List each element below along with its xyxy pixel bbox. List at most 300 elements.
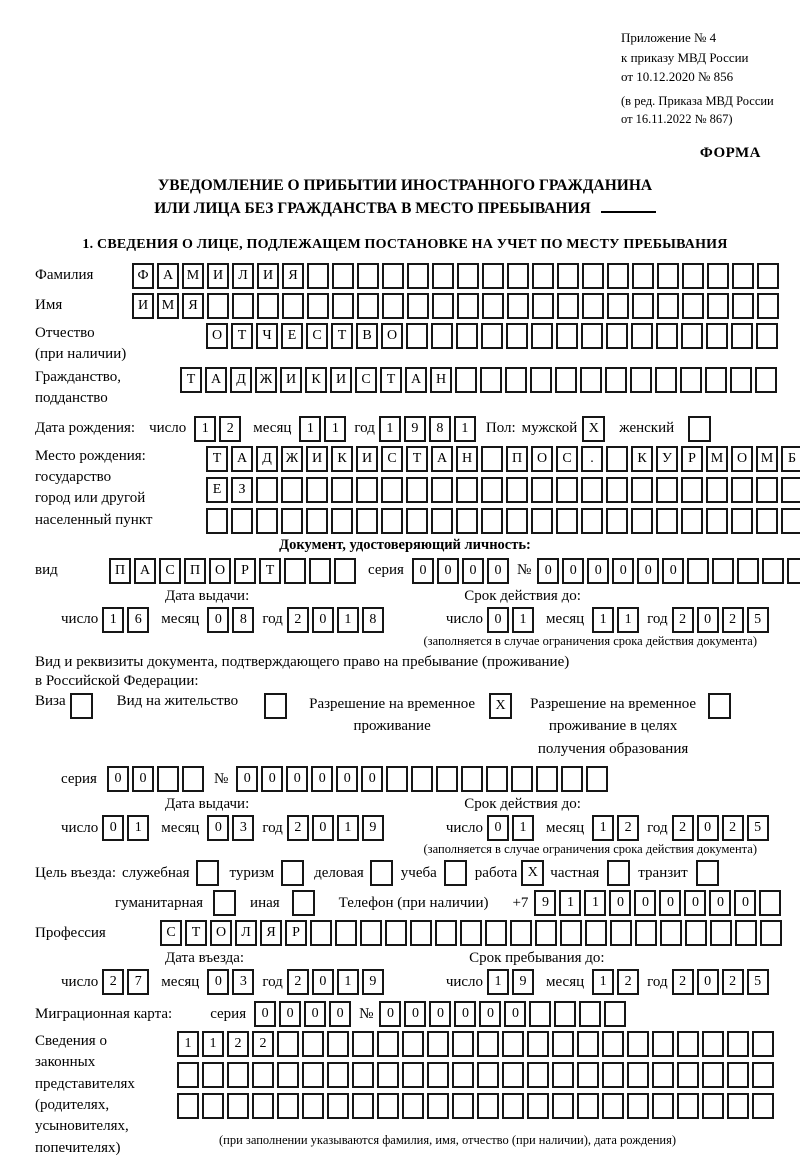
char-cell[interactable] bbox=[332, 263, 354, 289]
char-cell[interactable]: 1 bbox=[592, 969, 614, 995]
char-cell[interactable] bbox=[581, 508, 603, 534]
char-cell[interactable]: 2 bbox=[617, 969, 639, 995]
char-cell[interactable]: Т bbox=[406, 446, 428, 472]
char-cell[interactable] bbox=[381, 477, 403, 503]
char-cell[interactable]: 0 bbox=[312, 969, 334, 995]
char-cell[interactable]: 0 bbox=[404, 1001, 426, 1027]
char-cell[interactable]: Д bbox=[256, 446, 278, 472]
char-cell[interactable] bbox=[579, 1001, 601, 1027]
char-cell[interactable]: 0 bbox=[312, 815, 334, 841]
char-cell[interactable] bbox=[702, 1093, 724, 1119]
char-cell[interactable] bbox=[302, 1062, 324, 1088]
char-cell[interactable]: М bbox=[182, 263, 204, 289]
char-cell[interactable]: 1 bbox=[324, 416, 346, 442]
char-cell[interactable] bbox=[306, 508, 328, 534]
char-cell[interactable]: 1 bbox=[202, 1031, 224, 1057]
char-cell[interactable] bbox=[536, 766, 558, 792]
char-cell[interactable]: 1 bbox=[487, 969, 509, 995]
char-cell[interactable] bbox=[334, 558, 356, 584]
char-cell[interactable]: 0 bbox=[487, 815, 509, 841]
char-cell[interactable]: 0 bbox=[479, 1001, 501, 1027]
char-cell[interactable] bbox=[535, 920, 557, 946]
char-cell[interactable]: А bbox=[431, 446, 453, 472]
char-cell[interactable]: 2 bbox=[672, 969, 694, 995]
char-cell[interactable]: 0 bbox=[684, 890, 706, 916]
char-cell[interactable] bbox=[531, 323, 553, 349]
char-cell[interactable]: 7 bbox=[127, 969, 149, 995]
char-cell[interactable] bbox=[582, 293, 604, 319]
char-cell[interactable] bbox=[477, 1031, 499, 1057]
char-cell[interactable] bbox=[431, 508, 453, 534]
char-cell[interactable] bbox=[737, 558, 759, 584]
char-cell[interactable] bbox=[406, 477, 428, 503]
char-cell[interactable]: 1 bbox=[194, 416, 216, 442]
char-cell[interactable] bbox=[432, 263, 454, 289]
char-cell[interactable] bbox=[386, 766, 408, 792]
sex-male-checkbox[interactable]: X bbox=[582, 416, 605, 442]
char-cell[interactable] bbox=[677, 1031, 699, 1057]
char-cell[interactable] bbox=[256, 508, 278, 534]
char-cell[interactable] bbox=[752, 1031, 774, 1057]
char-cell[interactable] bbox=[556, 508, 578, 534]
char-cell[interactable]: К bbox=[331, 446, 353, 472]
char-cell[interactable] bbox=[527, 1031, 549, 1057]
char-cell[interactable]: 0 bbox=[412, 558, 434, 584]
char-cell[interactable] bbox=[561, 766, 583, 792]
char-cell[interactable]: 1 bbox=[512, 607, 534, 633]
char-cell[interactable] bbox=[529, 1001, 551, 1027]
char-cell[interactable]: О bbox=[209, 558, 231, 584]
char-cell[interactable] bbox=[631, 477, 653, 503]
char-cell[interactable] bbox=[207, 293, 229, 319]
char-cell[interactable] bbox=[557, 263, 579, 289]
char-cell[interactable]: 3 bbox=[232, 969, 254, 995]
char-cell[interactable] bbox=[552, 1093, 574, 1119]
char-cell[interactable] bbox=[356, 508, 378, 534]
char-cell[interactable]: 0 bbox=[207, 815, 229, 841]
char-cell[interactable] bbox=[157, 766, 179, 792]
char-cell[interactable] bbox=[627, 1062, 649, 1088]
char-cell[interactable] bbox=[632, 263, 654, 289]
char-cell[interactable] bbox=[352, 1062, 374, 1088]
purpose-other-checkbox[interactable] bbox=[292, 890, 315, 916]
char-cell[interactable]: 1 bbox=[337, 969, 359, 995]
char-cell[interactable] bbox=[427, 1031, 449, 1057]
char-cell[interactable]: 9 bbox=[534, 890, 556, 916]
char-cell[interactable] bbox=[660, 920, 682, 946]
char-cell[interactable]: 0 bbox=[329, 1001, 351, 1027]
char-cell[interactable]: С bbox=[160, 920, 182, 946]
char-cell[interactable]: 2 bbox=[287, 815, 309, 841]
char-cell[interactable] bbox=[657, 263, 679, 289]
char-cell[interactable] bbox=[377, 1093, 399, 1119]
char-cell[interactable] bbox=[277, 1062, 299, 1088]
char-cell[interactable] bbox=[627, 1093, 649, 1119]
char-cell[interactable] bbox=[486, 766, 508, 792]
char-cell[interactable]: 1 bbox=[337, 815, 359, 841]
char-cell[interactable]: 6 bbox=[127, 607, 149, 633]
char-cell[interactable] bbox=[706, 477, 728, 503]
char-cell[interactable] bbox=[552, 1062, 574, 1088]
char-cell[interactable]: 2 bbox=[722, 607, 744, 633]
char-cell[interactable] bbox=[506, 477, 528, 503]
char-cell[interactable]: 0 bbox=[361, 766, 383, 792]
char-cell[interactable]: 2 bbox=[252, 1031, 274, 1057]
char-cell[interactable]: А bbox=[231, 446, 253, 472]
char-cell[interactable] bbox=[206, 508, 228, 534]
char-cell[interactable]: Ж bbox=[255, 367, 277, 393]
char-cell[interactable] bbox=[702, 1031, 724, 1057]
char-cell[interactable]: П bbox=[506, 446, 528, 472]
char-cell[interactable] bbox=[585, 920, 607, 946]
char-cell[interactable]: 2 bbox=[287, 969, 309, 995]
char-cell[interactable] bbox=[687, 558, 709, 584]
char-cell[interactable] bbox=[706, 323, 728, 349]
char-cell[interactable] bbox=[602, 1093, 624, 1119]
char-cell[interactable] bbox=[357, 263, 379, 289]
char-cell[interactable] bbox=[282, 293, 304, 319]
char-cell[interactable]: 0 bbox=[279, 1001, 301, 1027]
char-cell[interactable]: 2 bbox=[287, 607, 309, 633]
char-cell[interactable] bbox=[452, 1093, 474, 1119]
char-cell[interactable]: 2 bbox=[617, 815, 639, 841]
char-cell[interactable] bbox=[735, 920, 757, 946]
char-cell[interactable]: 0 bbox=[504, 1001, 526, 1027]
char-cell[interactable] bbox=[277, 1093, 299, 1119]
char-cell[interactable]: Б bbox=[781, 446, 800, 472]
char-cell[interactable] bbox=[577, 1031, 599, 1057]
char-cell[interactable]: 5 bbox=[747, 607, 769, 633]
char-cell[interactable] bbox=[457, 263, 479, 289]
char-cell[interactable] bbox=[655, 367, 677, 393]
char-cell[interactable] bbox=[727, 1093, 749, 1119]
char-cell[interactable] bbox=[682, 293, 704, 319]
char-cell[interactable] bbox=[731, 508, 753, 534]
char-cell[interactable]: 0 bbox=[587, 558, 609, 584]
char-cell[interactable] bbox=[505, 367, 527, 393]
char-cell[interactable]: Е bbox=[281, 323, 303, 349]
char-cell[interactable] bbox=[281, 477, 303, 503]
char-cell[interactable]: 0 bbox=[311, 766, 333, 792]
char-cell[interactable] bbox=[507, 263, 529, 289]
char-cell[interactable]: О bbox=[206, 323, 228, 349]
char-cell[interactable]: 0 bbox=[254, 1001, 276, 1027]
char-cell[interactable]: С bbox=[306, 323, 328, 349]
char-cell[interactable] bbox=[756, 323, 778, 349]
char-cell[interactable] bbox=[302, 1031, 324, 1057]
char-cell[interactable] bbox=[407, 263, 429, 289]
char-cell[interactable] bbox=[402, 1062, 424, 1088]
char-cell[interactable] bbox=[482, 263, 504, 289]
char-cell[interactable] bbox=[581, 323, 603, 349]
char-cell[interactable] bbox=[332, 293, 354, 319]
char-cell[interactable] bbox=[582, 263, 604, 289]
char-cell[interactable]: В bbox=[356, 323, 378, 349]
char-cell[interactable]: 1 bbox=[102, 607, 124, 633]
char-cell[interactable]: О bbox=[210, 920, 232, 946]
char-cell[interactable]: Т bbox=[259, 558, 281, 584]
char-cell[interactable] bbox=[432, 293, 454, 319]
char-cell[interactable] bbox=[554, 1001, 576, 1027]
char-cell[interactable] bbox=[407, 293, 429, 319]
char-cell[interactable] bbox=[231, 508, 253, 534]
char-cell[interactable] bbox=[677, 1093, 699, 1119]
char-cell[interactable] bbox=[202, 1093, 224, 1119]
char-cell[interactable] bbox=[606, 508, 628, 534]
char-cell[interactable]: 0 bbox=[562, 558, 584, 584]
char-cell[interactable] bbox=[652, 1031, 674, 1057]
char-cell[interactable]: Н bbox=[430, 367, 452, 393]
char-cell[interactable] bbox=[681, 508, 703, 534]
char-cell[interactable]: 0 bbox=[336, 766, 358, 792]
char-cell[interactable] bbox=[502, 1031, 524, 1057]
char-cell[interactable] bbox=[760, 920, 782, 946]
char-cell[interactable] bbox=[710, 920, 732, 946]
char-cell[interactable] bbox=[607, 263, 629, 289]
char-cell[interactable] bbox=[606, 477, 628, 503]
char-cell[interactable] bbox=[586, 766, 608, 792]
char-cell[interactable] bbox=[406, 323, 428, 349]
char-cell[interactable] bbox=[757, 293, 779, 319]
char-cell[interactable]: 2 bbox=[672, 607, 694, 633]
char-cell[interactable] bbox=[327, 1093, 349, 1119]
char-cell[interactable] bbox=[182, 766, 204, 792]
char-cell[interactable]: 0 bbox=[207, 607, 229, 633]
char-cell[interactable]: 0 bbox=[659, 890, 681, 916]
char-cell[interactable] bbox=[560, 920, 582, 946]
char-cell[interactable]: К bbox=[631, 446, 653, 472]
char-cell[interactable]: 0 bbox=[734, 890, 756, 916]
char-cell[interactable]: 0 bbox=[102, 815, 124, 841]
char-cell[interactable] bbox=[356, 477, 378, 503]
char-cell[interactable]: А bbox=[157, 263, 179, 289]
purpose-official-checkbox[interactable] bbox=[196, 860, 219, 886]
char-cell[interactable] bbox=[652, 1093, 674, 1119]
char-cell[interactable]: А bbox=[205, 367, 227, 393]
char-cell[interactable] bbox=[581, 477, 603, 503]
char-cell[interactable] bbox=[431, 477, 453, 503]
char-cell[interactable] bbox=[477, 1093, 499, 1119]
char-cell[interactable] bbox=[352, 1093, 374, 1119]
sex-female-checkbox[interactable] bbox=[688, 416, 711, 442]
char-cell[interactable]: 9 bbox=[362, 969, 384, 995]
char-cell[interactable]: 0 bbox=[132, 766, 154, 792]
char-cell[interactable] bbox=[377, 1062, 399, 1088]
char-cell[interactable] bbox=[452, 1031, 474, 1057]
char-cell[interactable] bbox=[306, 477, 328, 503]
char-cell[interactable] bbox=[227, 1062, 249, 1088]
char-cell[interactable] bbox=[310, 920, 332, 946]
char-cell[interactable]: 0 bbox=[379, 1001, 401, 1027]
char-cell[interactable]: Р bbox=[681, 446, 703, 472]
char-cell[interactable] bbox=[577, 1093, 599, 1119]
char-cell[interactable] bbox=[406, 508, 428, 534]
char-cell[interactable]: И bbox=[132, 293, 154, 319]
char-cell[interactable]: 1 bbox=[617, 607, 639, 633]
char-cell[interactable]: 0 bbox=[634, 890, 656, 916]
char-cell[interactable] bbox=[705, 367, 727, 393]
char-cell[interactable]: С bbox=[355, 367, 377, 393]
char-cell[interactable] bbox=[481, 446, 503, 472]
char-cell[interactable]: 1 bbox=[512, 815, 534, 841]
char-cell[interactable]: 3 bbox=[232, 815, 254, 841]
char-cell[interactable] bbox=[481, 477, 503, 503]
char-cell[interactable] bbox=[681, 477, 703, 503]
char-cell[interactable] bbox=[327, 1062, 349, 1088]
char-cell[interactable]: Т bbox=[380, 367, 402, 393]
char-cell[interactable]: 1 bbox=[337, 607, 359, 633]
char-cell[interactable] bbox=[456, 508, 478, 534]
char-cell[interactable] bbox=[605, 367, 627, 393]
char-cell[interactable]: 2 bbox=[722, 815, 744, 841]
char-cell[interactable] bbox=[511, 766, 533, 792]
char-cell[interactable] bbox=[607, 293, 629, 319]
char-cell[interactable] bbox=[502, 1062, 524, 1088]
char-cell[interactable] bbox=[461, 766, 483, 792]
char-cell[interactable] bbox=[227, 1093, 249, 1119]
char-cell[interactable]: 0 bbox=[697, 969, 719, 995]
temp-residence-edu-checkbox[interactable] bbox=[708, 693, 731, 719]
char-cell[interactable]: Ж bbox=[281, 446, 303, 472]
char-cell[interactable]: Т bbox=[180, 367, 202, 393]
char-cell[interactable]: 0 bbox=[286, 766, 308, 792]
char-cell[interactable] bbox=[759, 890, 781, 916]
char-cell[interactable]: Л bbox=[235, 920, 257, 946]
purpose-work-checkbox[interactable]: X bbox=[521, 860, 544, 886]
char-cell[interactable]: 0 bbox=[261, 766, 283, 792]
char-cell[interactable] bbox=[177, 1093, 199, 1119]
char-cell[interactable] bbox=[307, 293, 329, 319]
char-cell[interactable] bbox=[481, 508, 503, 534]
char-cell[interactable] bbox=[732, 263, 754, 289]
char-cell[interactable] bbox=[781, 508, 800, 534]
char-cell[interactable]: 0 bbox=[462, 558, 484, 584]
char-cell[interactable]: 1 bbox=[299, 416, 321, 442]
char-cell[interactable]: 0 bbox=[107, 766, 129, 792]
char-cell[interactable] bbox=[630, 367, 652, 393]
char-cell[interactable]: П bbox=[109, 558, 131, 584]
char-cell[interactable]: У bbox=[656, 446, 678, 472]
char-cell[interactable] bbox=[702, 1062, 724, 1088]
char-cell[interactable]: 0 bbox=[709, 890, 731, 916]
char-cell[interactable]: 2 bbox=[219, 416, 241, 442]
char-cell[interactable] bbox=[557, 293, 579, 319]
char-cell[interactable]: 9 bbox=[512, 969, 534, 995]
char-cell[interactable] bbox=[610, 920, 632, 946]
char-cell[interactable] bbox=[707, 263, 729, 289]
char-cell[interactable]: А bbox=[405, 367, 427, 393]
char-cell[interactable]: М bbox=[756, 446, 778, 472]
char-cell[interactable] bbox=[752, 1062, 774, 1088]
char-cell[interactable] bbox=[677, 1062, 699, 1088]
char-cell[interactable] bbox=[302, 1093, 324, 1119]
char-cell[interactable]: 2 bbox=[722, 969, 744, 995]
char-cell[interactable] bbox=[757, 263, 779, 289]
char-cell[interactable]: 8 bbox=[429, 416, 451, 442]
char-cell[interactable] bbox=[685, 920, 707, 946]
char-cell[interactable]: 9 bbox=[362, 815, 384, 841]
char-cell[interactable] bbox=[781, 477, 800, 503]
char-cell[interactable]: К bbox=[305, 367, 327, 393]
char-cell[interactable] bbox=[377, 1031, 399, 1057]
char-cell[interactable] bbox=[577, 1062, 599, 1088]
char-cell[interactable]: О bbox=[731, 446, 753, 472]
char-cell[interactable] bbox=[360, 920, 382, 946]
char-cell[interactable]: Я bbox=[260, 920, 282, 946]
temp-residence-checkbox[interactable]: X bbox=[489, 693, 512, 719]
char-cell[interactable] bbox=[727, 1031, 749, 1057]
char-cell[interactable]: А bbox=[134, 558, 156, 584]
char-cell[interactable] bbox=[327, 1031, 349, 1057]
char-cell[interactable] bbox=[331, 508, 353, 534]
char-cell[interactable] bbox=[452, 1062, 474, 1088]
char-cell[interactable] bbox=[385, 920, 407, 946]
char-cell[interactable] bbox=[556, 477, 578, 503]
char-cell[interactable]: Т bbox=[231, 323, 253, 349]
purpose-humanitarian-checkbox[interactable] bbox=[213, 890, 236, 916]
char-cell[interactable]: 2 bbox=[102, 969, 124, 995]
char-cell[interactable]: 8 bbox=[232, 607, 254, 633]
char-cell[interactable]: С bbox=[381, 446, 403, 472]
purpose-study-checkbox[interactable] bbox=[444, 860, 467, 886]
char-cell[interactable] bbox=[756, 477, 778, 503]
char-cell[interactable]: Н bbox=[456, 446, 478, 472]
char-cell[interactable]: 1 bbox=[177, 1031, 199, 1057]
char-cell[interactable]: Р bbox=[285, 920, 307, 946]
char-cell[interactable] bbox=[527, 1062, 549, 1088]
char-cell[interactable] bbox=[602, 1062, 624, 1088]
char-cell[interactable] bbox=[177, 1062, 199, 1088]
char-cell[interactable] bbox=[706, 508, 728, 534]
char-cell[interactable]: 0 bbox=[637, 558, 659, 584]
char-cell[interactable]: 0 bbox=[612, 558, 634, 584]
char-cell[interactable] bbox=[680, 367, 702, 393]
char-cell[interactable]: 0 bbox=[662, 558, 684, 584]
char-cell[interactable] bbox=[627, 1031, 649, 1057]
char-cell[interactable]: 8 bbox=[362, 607, 384, 633]
char-cell[interactable] bbox=[457, 293, 479, 319]
char-cell[interactable] bbox=[731, 323, 753, 349]
char-cell[interactable] bbox=[331, 477, 353, 503]
char-cell[interactable] bbox=[427, 1093, 449, 1119]
char-cell[interactable] bbox=[232, 293, 254, 319]
char-cell[interactable]: 0 bbox=[236, 766, 258, 792]
char-cell[interactable] bbox=[682, 263, 704, 289]
char-cell[interactable] bbox=[635, 920, 657, 946]
char-cell[interactable]: 0 bbox=[304, 1001, 326, 1027]
char-cell[interactable] bbox=[411, 766, 433, 792]
char-cell[interactable] bbox=[606, 446, 628, 472]
char-cell[interactable] bbox=[456, 477, 478, 503]
char-cell[interactable] bbox=[657, 293, 679, 319]
char-cell[interactable] bbox=[281, 508, 303, 534]
char-cell[interactable]: Т bbox=[206, 446, 228, 472]
char-cell[interactable] bbox=[510, 920, 532, 946]
char-cell[interactable] bbox=[707, 293, 729, 319]
char-cell[interactable]: Т bbox=[331, 323, 353, 349]
char-cell[interactable]: О bbox=[531, 446, 553, 472]
char-cell[interactable]: С bbox=[159, 558, 181, 584]
char-cell[interactable] bbox=[762, 558, 784, 584]
char-cell[interactable]: 0 bbox=[609, 890, 631, 916]
char-cell[interactable]: 0 bbox=[537, 558, 559, 584]
char-cell[interactable] bbox=[552, 1031, 574, 1057]
char-cell[interactable] bbox=[502, 1093, 524, 1119]
char-cell[interactable]: 1 bbox=[379, 416, 401, 442]
char-cell[interactable] bbox=[730, 367, 752, 393]
char-cell[interactable]: 1 bbox=[127, 815, 149, 841]
char-cell[interactable]: 2 bbox=[227, 1031, 249, 1057]
